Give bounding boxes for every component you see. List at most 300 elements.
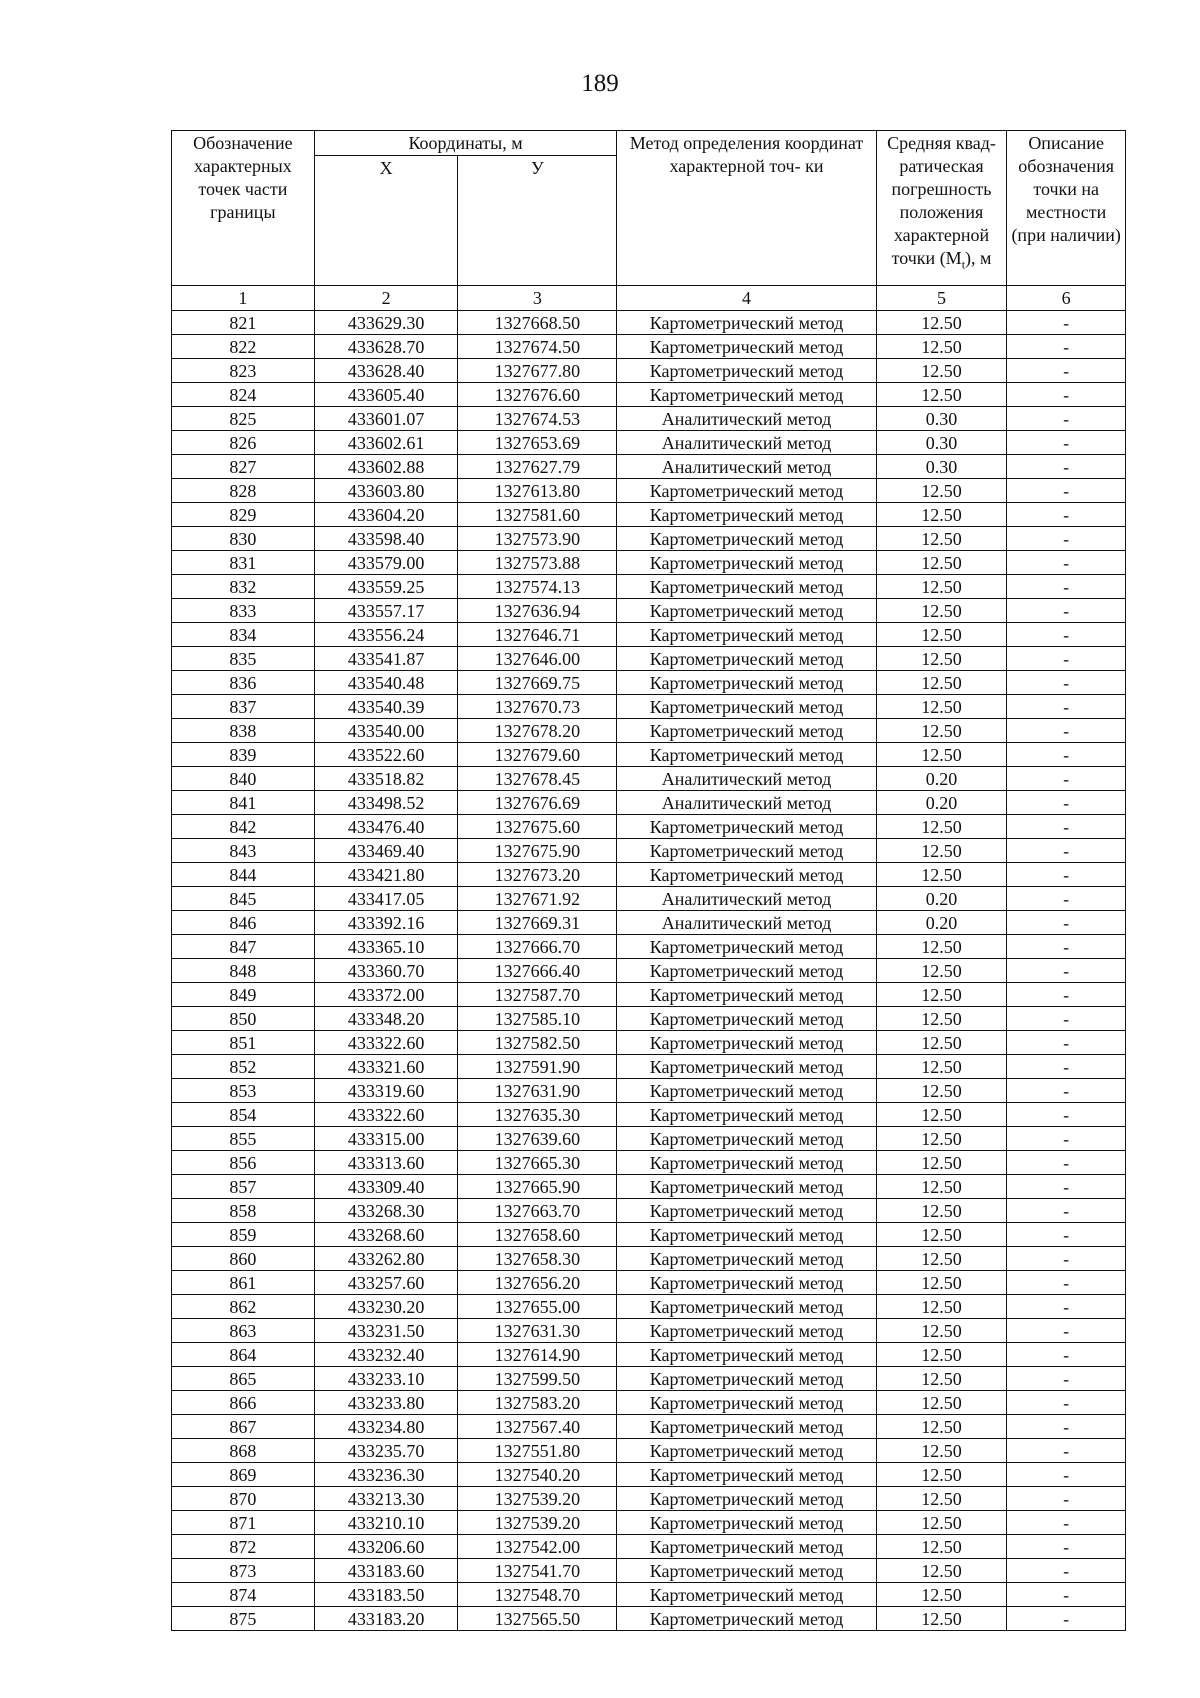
method-cell: Картометрический метод [617,1319,876,1343]
table-row [172,1103,1126,1127]
point-id-cell: 862 [172,1295,315,1319]
column-number: 5 [876,286,1007,311]
error-cell: 12.50 [876,959,1007,983]
error-cell: 12.50 [876,815,1007,839]
method-cell: Картометрический метод [617,1343,876,1367]
method-cell: Картометрический метод [617,383,876,407]
method-cell: Картометрический метод [617,1127,876,1151]
point-id-cell: 851 [172,1031,315,1055]
method-cell: Картометрический метод [617,815,876,839]
description-cell: - [1007,1487,1126,1511]
x-coordinate-cell: 433522.60 [314,743,458,767]
table-row [172,887,1126,911]
y-coordinate-cell: 1327658.60 [458,1223,617,1247]
error-cell: 12.50 [876,1463,1007,1487]
x-coordinate-cell: 433518.82 [314,767,458,791]
table-row [172,1391,1126,1415]
point-id-cell: 864 [172,1343,315,1367]
table-row [172,1559,1126,1583]
table-row [172,1055,1126,1079]
error-cell: 12.50 [876,527,1007,551]
error-cell: 0.30 [876,407,1007,431]
method-cell: Картометрический метод [617,1535,876,1559]
x-coordinate-cell: 433392.16 [314,911,458,935]
error-cell: 12.50 [876,1271,1007,1295]
description-cell: - [1007,743,1126,767]
table-row [172,839,1126,863]
table-row [172,1343,1126,1367]
point-id-cell: 850 [172,1007,315,1031]
point-id-cell: 840 [172,767,315,791]
point-id-cell: 825 [172,407,315,431]
description-cell: - [1007,575,1126,599]
error-cell: 12.50 [876,1295,1007,1319]
y-coordinate-cell: 1327669.31 [458,911,617,935]
table-row [172,1247,1126,1271]
boundary-points-table [171,130,1126,1631]
method-cell: Картометрический метод [617,1223,876,1247]
y-coordinate-cell: 1327674.53 [458,407,617,431]
x-coordinate-cell: 433604.20 [314,503,458,527]
method-cell: Картометрический метод [617,551,876,575]
table-row [172,1031,1126,1055]
table-row [172,695,1126,719]
table-row [172,743,1126,767]
table-row [172,1007,1126,1031]
y-coordinate-cell: 1327675.60 [458,815,617,839]
y-coordinate-cell: 1327670.73 [458,695,617,719]
method-cell: Картометрический метод [617,863,876,887]
y-coordinate-cell: 1327671.92 [458,887,617,911]
point-id-cell: 833 [172,599,315,623]
method-cell: Картометрический метод [617,935,876,959]
x-coordinate-cell: 433360.70 [314,959,458,983]
table-row [172,311,1126,335]
method-cell: Картометрический метод [617,1487,876,1511]
method-cell: Картометрический метод [617,1367,876,1391]
error-cell: 12.50 [876,1607,1007,1631]
point-id-cell: 834 [172,623,315,647]
y-coordinate-cell: 1327587.70 [458,983,617,1007]
column-number: 3 [458,286,617,311]
x-coordinate-cell: 433365.10 [314,935,458,959]
error-cell: 12.50 [876,1031,1007,1055]
description-cell: - [1007,599,1126,623]
table-row [172,383,1126,407]
y-coordinate-cell: 1327582.50 [458,1031,617,1055]
point-id-cell: 839 [172,743,315,767]
x-coordinate-cell: 433322.60 [314,1031,458,1055]
table-row [172,431,1126,455]
method-cell: Картометрический метод [617,959,876,983]
description-cell: - [1007,1343,1126,1367]
x-coordinate-cell: 433309.40 [314,1175,458,1199]
point-id-cell: 827 [172,455,315,479]
description-cell: - [1007,1535,1126,1559]
description-cell: - [1007,1295,1126,1319]
point-id-cell: 859 [172,1223,315,1247]
x-coordinate-cell: 433233.10 [314,1367,458,1391]
table-row [172,719,1126,743]
method-cell: Аналитический метод [617,455,876,479]
table-row [172,935,1126,959]
y-coordinate-cell: 1327678.20 [458,719,617,743]
y-coordinate-cell: 1327655.00 [458,1295,617,1319]
method-cell: Картометрический метод [617,1439,876,1463]
x-coordinate-cell: 433421.80 [314,863,458,887]
table-row [172,911,1126,935]
description-cell: - [1007,887,1126,911]
y-coordinate-cell: 1327613.80 [458,479,617,503]
x-coordinate-cell: 433348.20 [314,1007,458,1031]
point-id-cell: 861 [172,1271,315,1295]
method-cell: Картометрический метод [617,1295,876,1319]
y-coordinate-cell: 1327635.30 [458,1103,617,1127]
table-row [172,1583,1126,1607]
x-coordinate-cell: 433541.87 [314,647,458,671]
description-cell: - [1007,791,1126,815]
x-coordinate-cell: 433372.00 [314,983,458,1007]
y-coordinate-cell: 1327658.30 [458,1247,617,1271]
error-cell: 12.50 [876,647,1007,671]
description-cell: - [1007,1055,1126,1079]
point-id-cell: 874 [172,1583,315,1607]
point-id-cell: 846 [172,911,315,935]
method-cell: Картометрический метод [617,1583,876,1607]
y-coordinate-cell: 1327678.45 [458,767,617,791]
description-cell: - [1007,407,1126,431]
table-row [172,863,1126,887]
y-coordinate-cell: 1327676.60 [458,383,617,407]
error-cell: 12.50 [876,575,1007,599]
error-cell: 12.50 [876,1343,1007,1367]
error-cell: 12.50 [876,383,1007,407]
point-id-cell: 871 [172,1511,315,1535]
table-row [172,359,1126,383]
y-coordinate-cell: 1327581.60 [458,503,617,527]
x-coordinate-cell: 433210.10 [314,1511,458,1535]
error-cell: 0.20 [876,911,1007,935]
error-cell: 12.50 [876,503,1007,527]
method-cell: Картометрический метод [617,1151,876,1175]
error-cell: 12.50 [876,1223,1007,1247]
y-coordinate-cell: 1327565.50 [458,1607,617,1631]
y-coordinate-cell: 1327673.20 [458,863,617,887]
point-id-cell: 828 [172,479,315,503]
error-cell: 12.50 [876,1055,1007,1079]
x-coordinate-cell: 433213.30 [314,1487,458,1511]
method-cell: Картометрический метод [617,575,876,599]
x-coordinate-cell: 433559.25 [314,575,458,599]
description-cell: - [1007,1031,1126,1055]
table-row [172,1607,1126,1631]
description-cell: - [1007,335,1126,359]
point-id-cell: 849 [172,983,315,1007]
point-id-cell: 823 [172,359,315,383]
x-coordinate-cell: 433235.70 [314,1439,458,1463]
method-cell: Картометрический метод [617,1079,876,1103]
table-row [172,407,1126,431]
x-coordinate-cell: 433540.48 [314,671,458,695]
y-coordinate-cell: 1327539.20 [458,1511,617,1535]
error-cell: 0.20 [876,791,1007,815]
column-number: 6 [1007,286,1126,311]
x-coordinate-cell: 433313.60 [314,1151,458,1175]
header-error-unit: ), м [965,248,992,268]
description-cell: - [1007,359,1126,383]
error-cell: 0.30 [876,431,1007,455]
method-cell: Картометрический метод [617,1559,876,1583]
error-cell: 12.50 [876,1391,1007,1415]
x-coordinate-cell: 433628.70 [314,335,458,359]
y-coordinate-cell: 1327548.70 [458,1583,617,1607]
table-body [172,311,1126,1631]
y-coordinate-cell: 1327599.50 [458,1367,617,1391]
y-coordinate-cell: 1327656.20 [458,1271,617,1295]
method-cell: Картометрический метод [617,527,876,551]
y-coordinate-cell: 1327646.71 [458,623,617,647]
method-cell: Картометрический метод [617,1271,876,1295]
header-mean-square-error [876,131,1007,286]
y-coordinate-cell: 1327573.90 [458,527,617,551]
x-coordinate-cell: 433233.80 [314,1391,458,1415]
x-coordinate-cell: 433602.88 [314,455,458,479]
description-cell: - [1007,1103,1126,1127]
y-coordinate-cell: 1327585.10 [458,1007,617,1031]
table-row [172,527,1126,551]
error-cell: 12.50 [876,1439,1007,1463]
y-coordinate-cell: 1327574.13 [458,575,617,599]
description-cell: - [1007,311,1126,335]
description-cell: - [1007,1151,1126,1175]
table-row [172,503,1126,527]
point-id-cell: 852 [172,1055,315,1079]
method-cell: Аналитический метод [617,431,876,455]
error-cell: 12.50 [876,551,1007,575]
description-cell: - [1007,1175,1126,1199]
method-cell: Картометрический метод [617,719,876,743]
error-cell: 12.50 [876,1583,1007,1607]
point-id-cell: 837 [172,695,315,719]
method-cell: Картометрический метод [617,1103,876,1127]
description-cell: - [1007,503,1126,527]
description-cell: - [1007,1415,1126,1439]
y-coordinate-cell: 1327666.70 [458,935,617,959]
error-cell: 12.50 [876,479,1007,503]
table-row [172,1463,1126,1487]
y-coordinate-cell: 1327669.75 [458,671,617,695]
x-coordinate-cell: 433183.50 [314,1583,458,1607]
error-cell: 12.50 [876,1415,1007,1439]
description-cell: - [1007,431,1126,455]
table-row [172,575,1126,599]
description-cell: - [1007,911,1126,935]
table-row [172,959,1126,983]
description-cell: - [1007,479,1126,503]
point-id-cell: 835 [172,647,315,671]
description-cell: - [1007,1367,1126,1391]
method-cell: Картометрический метод [617,335,876,359]
header-error-text: Средняя квад- ратическая погрешность положения характерной точки (M [887,133,996,268]
description-cell: - [1007,1079,1126,1103]
method-cell: Картометрический метод [617,1031,876,1055]
description-cell: - [1007,815,1126,839]
description-cell: - [1007,1559,1126,1583]
point-id-cell: 856 [172,1151,315,1175]
table-row [172,1439,1126,1463]
x-coordinate-cell: 433629.30 [314,311,458,335]
y-coordinate-cell: 1327636.94 [458,599,617,623]
method-cell: Аналитический метод [617,887,876,911]
x-coordinate-cell: 433315.00 [314,1127,458,1151]
error-cell: 12.50 [876,935,1007,959]
method-cell: Аналитический метод [617,791,876,815]
y-coordinate-cell: 1327665.30 [458,1151,617,1175]
point-id-cell: 843 [172,839,315,863]
error-cell: 12.50 [876,1535,1007,1559]
point-id-cell: 867 [172,1415,315,1439]
description-cell: - [1007,1007,1126,1031]
point-id-cell: 863 [172,1319,315,1343]
method-cell: Картометрический метод [617,1463,876,1487]
header-description: Описание обозначения точки на местности (при наличии) [1007,131,1126,286]
point-id-cell: 821 [172,311,315,335]
method-cell: Картометрический метод [617,1391,876,1415]
description-cell: - [1007,863,1126,887]
header-error-subscript: t [961,257,966,272]
method-cell: Картометрический метод [617,623,876,647]
table-row [172,647,1126,671]
y-coordinate-cell: 1327653.69 [458,431,617,455]
y-coordinate-cell: 1327646.00 [458,647,617,671]
description-cell: - [1007,1127,1126,1151]
error-cell: 12.50 [876,335,1007,359]
point-id-cell: 872 [172,1535,315,1559]
x-coordinate-cell: 433601.07 [314,407,458,431]
method-cell: Картометрический метод [617,311,876,335]
description-cell: - [1007,455,1126,479]
y-coordinate-cell: 1327674.50 [458,335,617,359]
description-cell: - [1007,1463,1126,1487]
error-cell: 12.50 [876,1199,1007,1223]
description-cell: - [1007,1583,1126,1607]
header-coordinates: Координаты, м [314,131,617,156]
point-id-cell: 855 [172,1127,315,1151]
method-cell: Картометрический метод [617,1415,876,1439]
table-row [172,479,1126,503]
x-coordinate-cell: 433236.30 [314,1463,458,1487]
x-coordinate-cell: 433183.60 [314,1559,458,1583]
description-cell: - [1007,383,1126,407]
description-cell: - [1007,623,1126,647]
description-cell: - [1007,1511,1126,1535]
point-id-cell: 860 [172,1247,315,1271]
method-cell: Картометрический метод [617,1007,876,1031]
description-cell: - [1007,1247,1126,1271]
table-row [172,1271,1126,1295]
description-cell: - [1007,719,1126,743]
x-coordinate-cell: 433540.00 [314,719,458,743]
description-cell: - [1007,1319,1126,1343]
table-row [172,335,1126,359]
point-id-cell: 832 [172,575,315,599]
x-coordinate-cell: 433230.20 [314,1295,458,1319]
description-cell: - [1007,671,1126,695]
method-cell: Картометрический метод [617,359,876,383]
header-method: Метод определения координат характерной точ- ки [617,131,876,286]
point-id-cell: 853 [172,1079,315,1103]
x-coordinate-cell: 433319.60 [314,1079,458,1103]
table-row [172,1319,1126,1343]
point-id-cell: 873 [172,1559,315,1583]
description-cell: - [1007,767,1126,791]
description-cell: - [1007,1439,1126,1463]
y-coordinate-cell: 1327677.80 [458,359,617,383]
page-number: 189 [581,70,619,97]
error-cell: 0.20 [876,887,1007,911]
error-cell: 12.50 [876,983,1007,1007]
point-id-cell: 847 [172,935,315,959]
point-id-cell: 831 [172,551,315,575]
y-coordinate-cell: 1327551.80 [458,1439,617,1463]
description-cell: - [1007,1271,1126,1295]
table-row [172,551,1126,575]
description-cell: - [1007,959,1126,983]
x-coordinate-cell: 433268.60 [314,1223,458,1247]
error-cell: 12.50 [876,719,1007,743]
table-row [172,1127,1126,1151]
x-coordinate-cell: 433498.52 [314,791,458,815]
y-coordinate-cell: 1327567.40 [458,1415,617,1439]
method-cell: Картометрический метод [617,695,876,719]
point-id-cell: 857 [172,1175,315,1199]
table-row [172,1535,1126,1559]
x-coordinate-cell: 433557.17 [314,599,458,623]
y-coordinate-cell: 1327614.90 [458,1343,617,1367]
y-coordinate-cell: 1327668.50 [458,311,617,335]
x-coordinate-cell: 433579.00 [314,551,458,575]
description-cell: - [1007,983,1126,1007]
table-row [172,1223,1126,1247]
y-coordinate-cell: 1327679.60 [458,743,617,767]
x-coordinate-cell: 433417.05 [314,887,458,911]
point-id-cell: 869 [172,1463,315,1487]
description-cell: - [1007,1607,1126,1631]
x-coordinate-cell: 433268.30 [314,1199,458,1223]
error-cell: 12.50 [876,1175,1007,1199]
method-cell: Картометрический метод [617,1607,876,1631]
table-row [172,1295,1126,1319]
description-cell: - [1007,935,1126,959]
point-id-cell: 844 [172,863,315,887]
point-id-cell: 836 [172,671,315,695]
column-number: 4 [617,286,876,311]
header-point-designation: Обозначение характерных точек части границы [172,131,315,286]
error-cell: 12.50 [876,623,1007,647]
error-cell: 12.50 [876,1127,1007,1151]
x-coordinate-cell: 433598.40 [314,527,458,551]
description-cell: - [1007,1199,1126,1223]
x-coordinate-cell: 433234.80 [314,1415,458,1439]
table-row [172,1151,1126,1175]
description-cell: - [1007,695,1126,719]
x-coordinate-cell: 433603.80 [314,479,458,503]
y-coordinate-cell: 1327663.70 [458,1199,617,1223]
method-cell: Аналитический метод [617,407,876,431]
method-cell: Картометрический метод [617,1199,876,1223]
point-id-cell: 822 [172,335,315,359]
description-cell: - [1007,647,1126,671]
